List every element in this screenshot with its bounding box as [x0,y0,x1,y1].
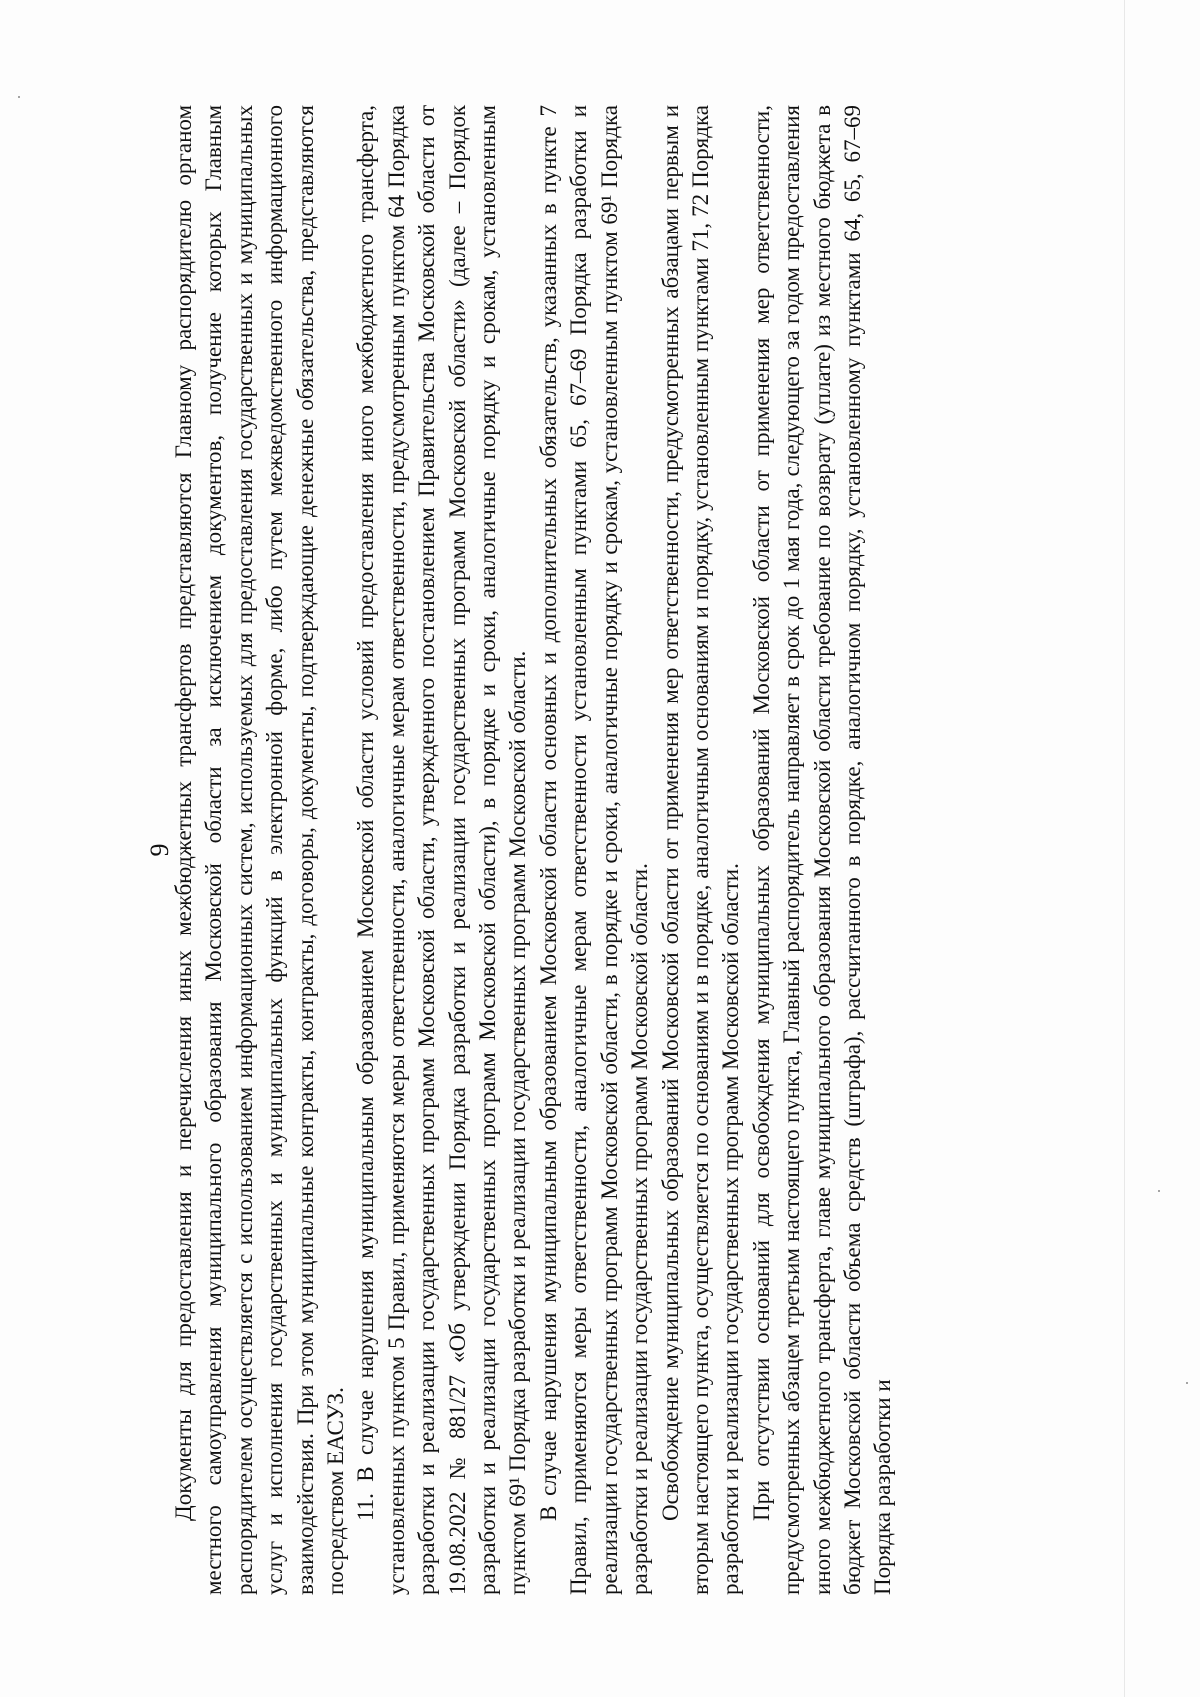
paragraph-item-11: 11. В случае нарушения муниципальным образованием Московской области условий предоставления иного межбюджетного трансферта, установленных пунктом 5 Правил, применяются меры ответственности, аналогичные мерам ответственности, предусмотренным пунктом 64 Порядка разработки и реализации государственных программ Московской области, утвержденного постановлением Правительства Московской области от 19.08.2022 № 881/27 «Об утверждении Порядка разработки и реализации государственных программ Московской области» (далее – Порядок разработки и реализации государственных программ Московской области), в порядке и сроки, аналогичные порядку и срокам, установленным пунктом 69¹ Порядка разработки и реализации государственных программ Московской области. [353,105,531,1595]
paragraph-documents: Документы для предоставления и перечисления иных межбюджетных трансфертов представляются Главному распорядителю органом местного самоуправления муниципального образования Московской области за исключением документов, получение которых Главным распорядителем осуществляется с использованием информационных систем, используемых для предоставления государственных и муниципальных услуг и исполнения государственных и муниципальных функций в электронной форме, либо путем межведомственного информационного взаимодействия. При этом муниципальные контракты, контракты, договоры, документы, подтверждающие денежные обязательства, представляются посредством ЕАСУЗ. [171,105,349,1595]
body-text [169,105,899,1595]
paragraph-no-exemption: При отсутствии оснований для освобождения муниципальных образований Московской области от применения мер ответственности, предусмотренных абзацем третьим настоящего пункта, Главный распорядитель направляет в срок до 1 мая года, следующего за годом предоставления иного межбюджетного трансферта, главе муниципального образования Московской области требование по возврату (уплате) из местного бюджета в бюджет Московской области объема средств (штрафа), рассчитанного в порядке, аналогичном порядку, установленному пунктами 64, 65, 67–69 Порядка разработки и [748,105,896,1595]
scan-edge-line [1124,0,1125,1697]
paragraph-violation-obligations: В случае нарушения муниципальным образованием Московской области основных и дополнительных обязательств, указанных в пункте 7 Правил, применяются меры ответственности, аналогичные мерам ответственности установленным пунктами 65, 67–69 Порядка разработки и реализации государственных программ Московской области, в порядке и сроки, аналогичные порядку и срокам, установленным пунктом 69¹ Порядка разработки и реализации государственных программ Московской области. [535,105,653,1595]
paragraph-exemption: Освобождение муниципальных образований Московской области от применения мер ответственности, предусмотренных абзацами первым и вторым настоящего пункта, осуществляется по основаниям и в порядке, аналогичным основаниям и порядку, установленным пунктами 71, 72 Порядка разработки и реализации государственных программ Московской области. [657,105,744,1595]
rotated-text-block [145,105,975,1595]
scan-speck [18,96,20,98]
scan-speck [1186,1382,1188,1384]
scan-speck [1158,1190,1160,1192]
page-number: 9 [145,843,174,857]
